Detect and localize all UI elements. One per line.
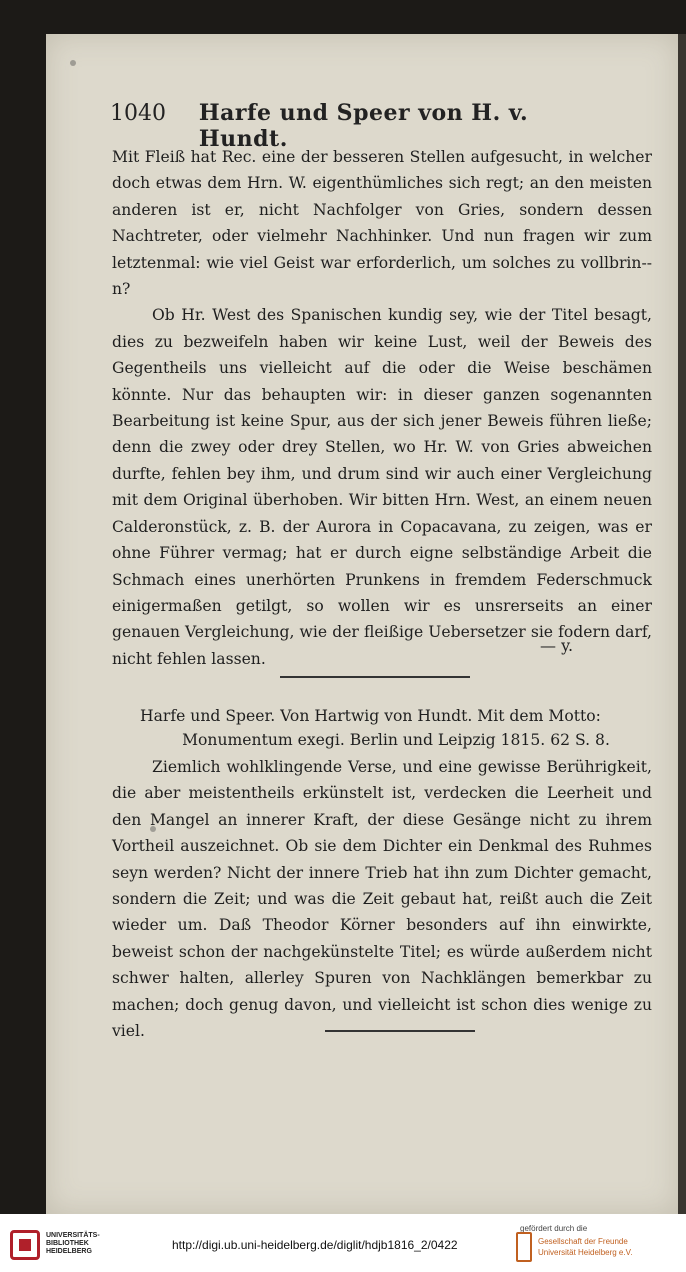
page-number: 1040 [110, 101, 166, 126]
source-url-link[interactable]: http://digi.ub.uni-heidelberg.de/diglit/hdjb1816_2/0422 [172, 1238, 458, 1252]
reviewer-signature: — y. [540, 636, 574, 655]
second-review-heading [140, 704, 652, 752]
running-title: Harfe und Speer von H. v. Hundt. [198, 100, 529, 152]
page-blemish [70, 60, 76, 66]
heading-line: Monumentum exegi. Berlin und Leipzig 1815. 62 S. 8. [182, 731, 610, 749]
heading-line: Harfe und Speer. Von Hartwig von Hundt. Mit dem Motto: [140, 707, 601, 725]
page-edge [678, 34, 686, 1214]
section-divider [280, 676, 470, 678]
paragraph: Ob Hr. West des Spanischen kundig sey, wie der Titel besagt, dies zu bezweifeln haben wir keine Lust, weil der Beweis des Gegentheils uns vielleicht auf die oder die Weise beschämen könnte. Nur das behaupten wir: in dieser ganzen sogenannten Bearbeitung ist keine Spur, aus der sich jener Beweis führen ließe; denn die zwey oder drey Stellen, wo Hr. W. von Gries abweichen durfte, fehlen bey ihm, und drum sind wir auch einer Vergleichung mit dem Original überhoben. Wir bitten Hrn. West, an einem neuen Calderonstück, z. B. der Aurora in Copacavana, zu zeigen, was er ohne Führer vermag; hat er durch eigne selbständige Arbeit die Schmach eines unerhörten Prunkens in fremdem Federschmuck einigermaßen getilgt, so wollen wir es unsrerseits an einer genauen Vergleichung, wie der fleißige Uebersetzer sie fodern darf, nicht fehlen lassen. [112, 306, 652, 668]
sponsor-line: Gesellschaft der Freunde [538, 1237, 628, 1246]
first-review-text [112, 144, 652, 672]
page-blemish [150, 826, 156, 832]
second-review-text [112, 754, 652, 1044]
library-name: UNIVERSITÄTS-BIBLIOTHEK HEIDELBERG [46, 1232, 100, 1255]
sponsor-name [538, 1236, 686, 1258]
sponsor-label: gefördert durch die [520, 1224, 588, 1233]
sponsor-logo-icon [516, 1232, 532, 1262]
end-divider [325, 1030, 475, 1032]
paragraph: Ziemlich wohlklingende Verse, und eine gewisse Berührigkeit, die aber meistentheils erkünstelt ist, verdecken die Leerheit und den Mangel an innerer Kraft, der diese Gesänge nicht zu ihrem Vortheil auszeichnet. Ob sie dem Dichter ein Denkmal des Ruhmes seyn werden? Nicht der innere Trieb hat ihn zum Dichter gemacht, sondern die Zeit; und was die Zeit gebaut hat, reißt auch die Zeit wieder um. Daß Theodor Körner besonders auf ihn einwirkte, beweist schon der nachgekünstelte Titel; es würde außerdem nicht schwer halten, allerley Spuren von Nachklängen bemerkbar zu machen; doch genug davon, und vielleicht ist schon dies wenige zu viel. [112, 758, 652, 1041]
paragraph: Mit Fleiß hat Rec. eine der besseren Stellen aufgesucht, in welcher doch etwas dem Hrn. W. eigenthümliches sich regt; an den meisten anderen ist er, nicht Nachfolger von Gries, sondern dessen Nachtreter, oder vielmehr Nachhinker. Und nun fragen wir zum letztenmal: wie viel Geist war erforderlich, um solches zu vollbrin--n? [112, 148, 652, 299]
page-header [110, 100, 620, 152]
digitization-footer [0, 1214, 686, 1272]
sponsor-line: Universität Heidelberg e.V. [538, 1248, 633, 1257]
library-logo-icon [10, 1230, 40, 1260]
